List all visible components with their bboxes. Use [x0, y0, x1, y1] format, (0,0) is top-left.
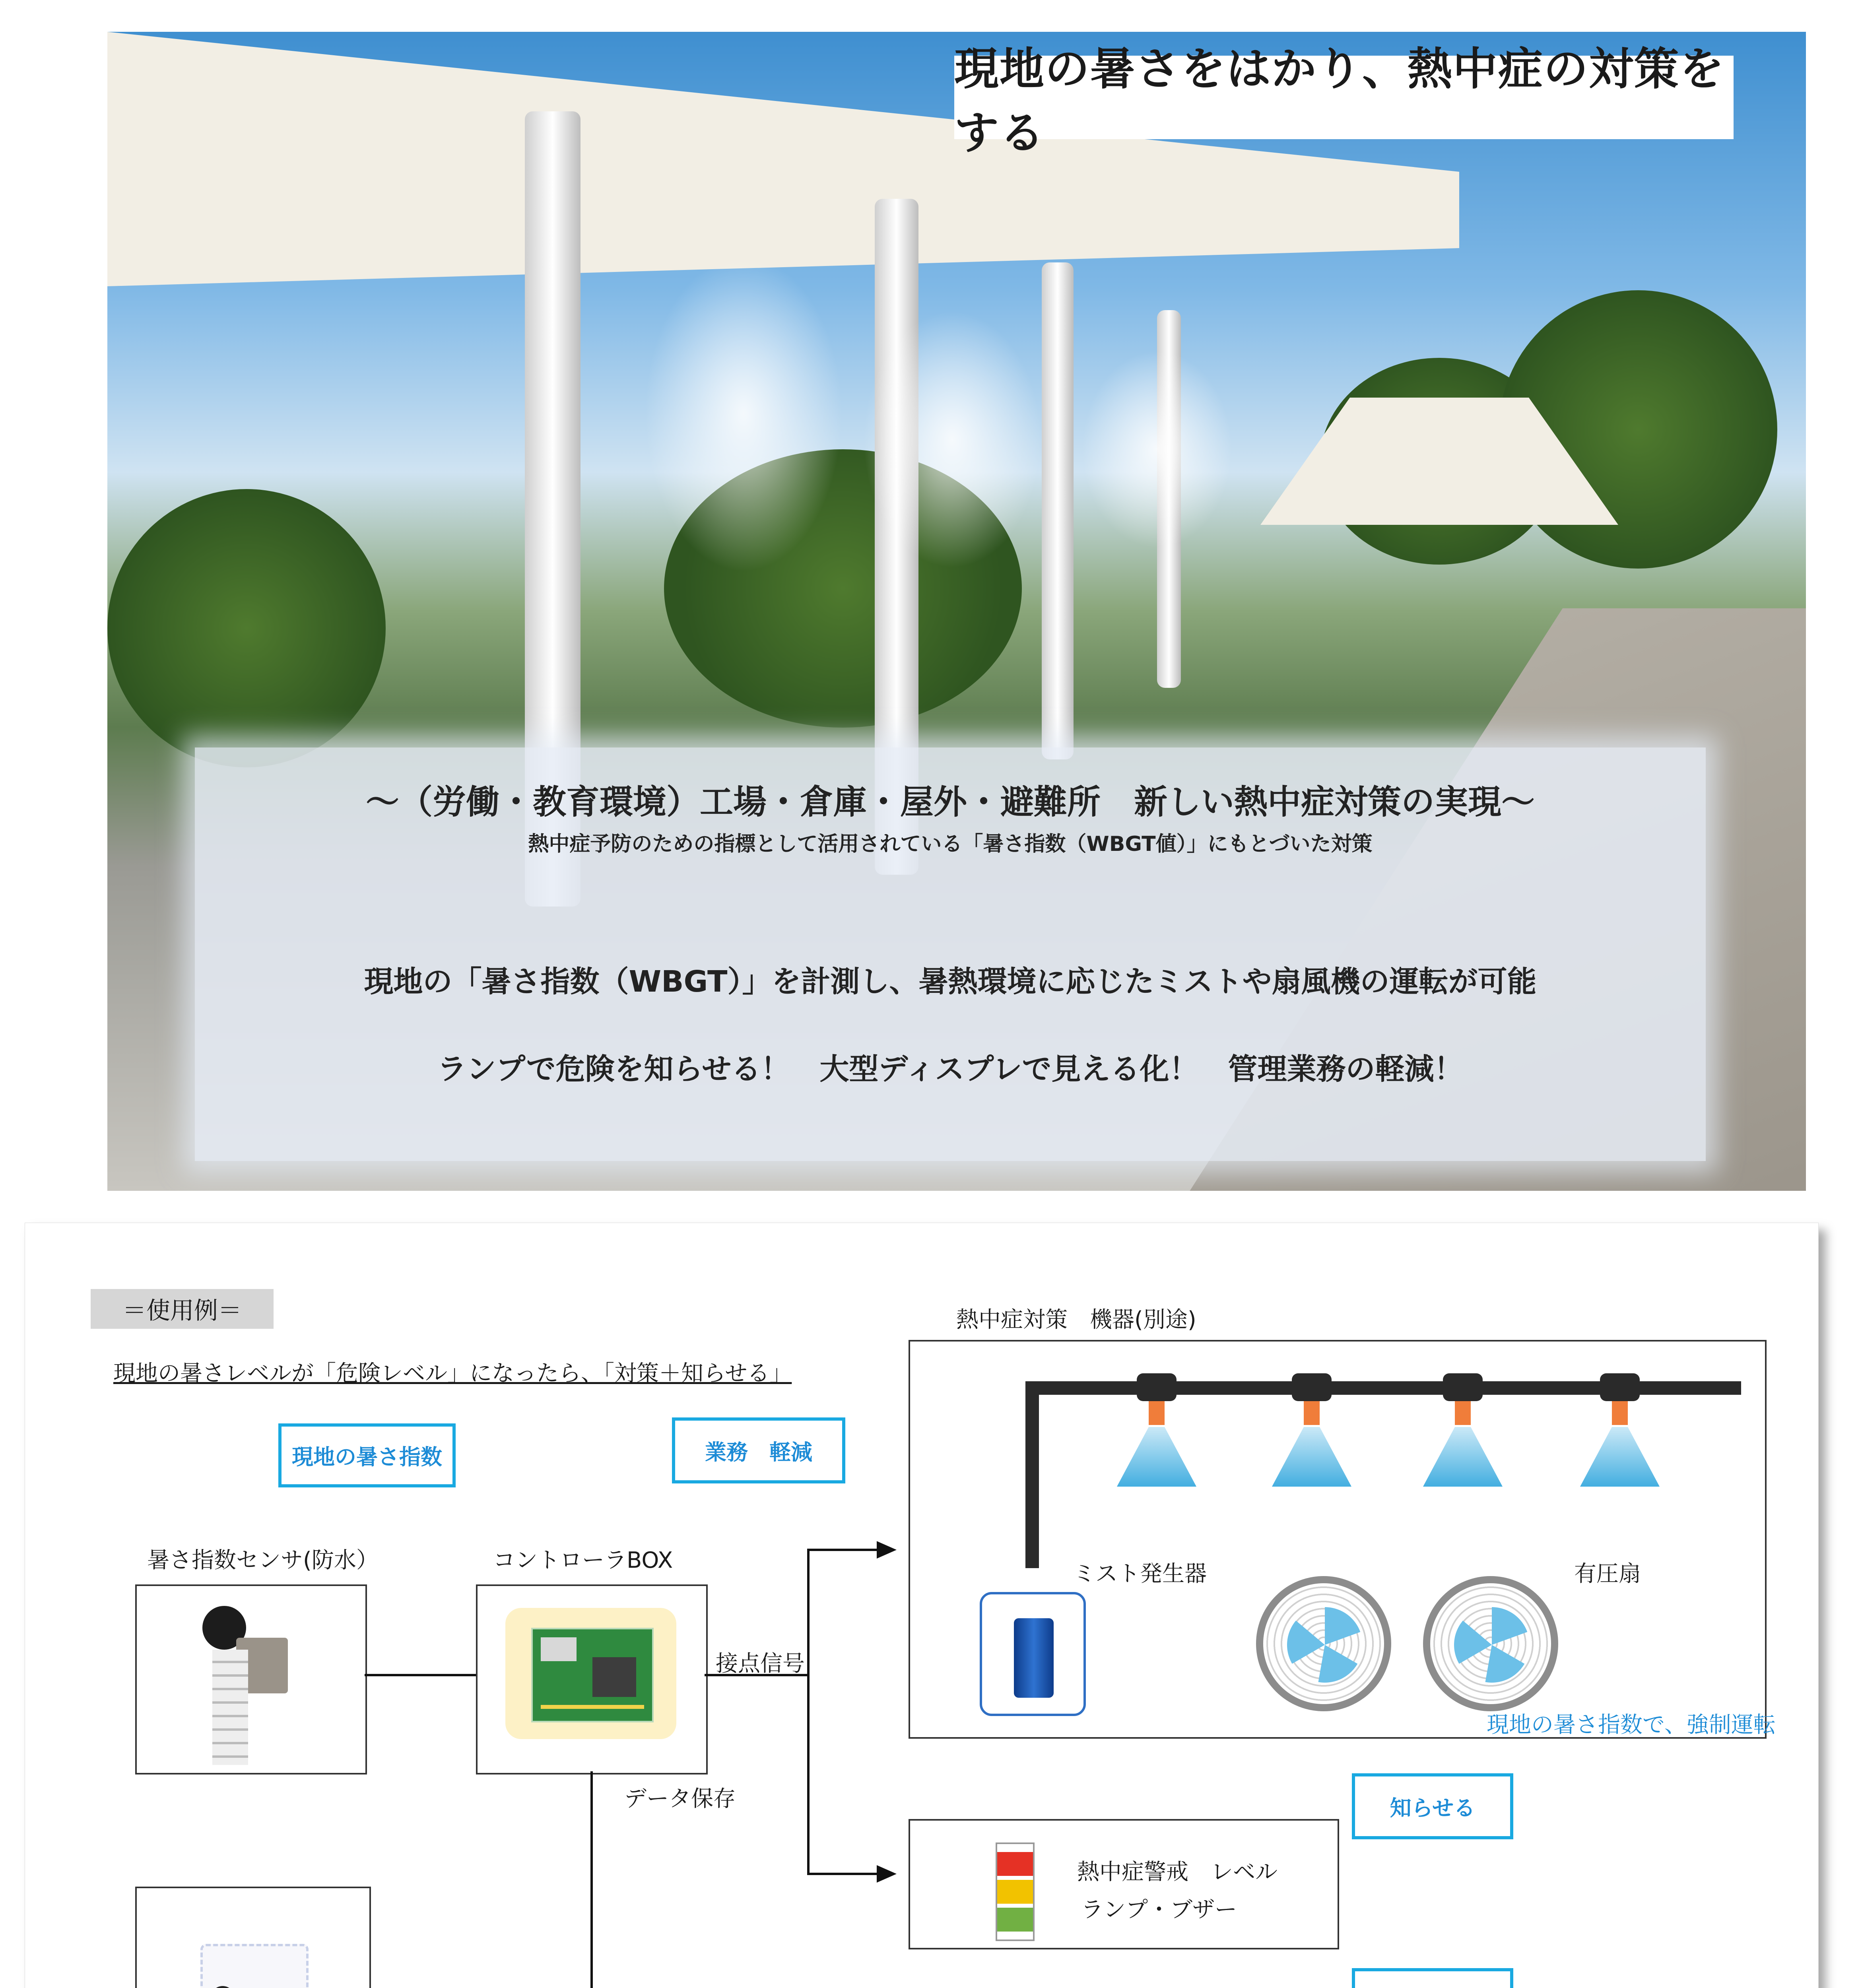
banner-line4: ランプで危険を知らせる！ 大型ディスプレで見える化！ 管理業務の軽減！ — [437, 1052, 1464, 1086]
mist-spray — [644, 254, 843, 573]
banner-headline: ～（労働・教育環境）工場・倉庫・屋外・避難所 新しい熱中症対策の実現～ — [365, 782, 1535, 821]
controller-box — [476, 1584, 708, 1774]
nozzle-icon — [1292, 1373, 1332, 1401]
connector-line — [365, 1674, 476, 1676]
callout-sensor: 現地の暑さ指数 — [278, 1423, 456, 1487]
lamp-label-2: ランプ・ブザー — [1081, 1897, 1237, 1923]
section-tag: ＝使用例＝ — [91, 1289, 274, 1329]
mist-spray-icon — [1423, 1427, 1503, 1487]
mist-pipe — [1025, 1381, 1039, 1568]
connector-line — [807, 1549, 879, 1551]
callout-workload: 業務 軽減 — [672, 1417, 845, 1483]
connector-line — [807, 1549, 810, 1875]
lamp-yellow — [997, 1880, 1033, 1904]
chip-icon — [592, 1657, 636, 1697]
signal-tower-icon — [996, 1842, 1035, 1941]
nozzle-icon — [1443, 1373, 1483, 1401]
callout-notify: 知らせる — [1352, 1773, 1513, 1839]
hero-banner — [195, 747, 1706, 1161]
data-save-label: データ保存 — [624, 1786, 736, 1812]
mist-generator-label: ミスト発生器 — [1073, 1561, 1207, 1587]
contact-signal-label: 接点信号 — [716, 1651, 805, 1677]
forced-run-note: 現地の暑さ指数で、強制運転 — [1487, 1712, 1776, 1738]
fan-blades-icon — [1454, 1607, 1530, 1683]
arrow-to-lamp — [877, 1865, 897, 1883]
nozzle-tip — [1304, 1401, 1320, 1425]
radiation-shield-icon — [212, 1650, 248, 1765]
banner-line3: 現地の「暑さ指数（WBGT）」を計測し、暑熱環境に応じたミストや扇風機の運転が可能 — [364, 965, 1537, 999]
hero-title: 現地の暑さをはかり、熱中症の対策をする — [954, 56, 1734, 139]
fan-blades-icon — [1287, 1607, 1363, 1683]
nozzle-icon — [1600, 1373, 1640, 1401]
sensor-label: 暑さ指数センサ(防水） — [147, 1547, 379, 1573]
fan-icon — [1256, 1576, 1391, 1711]
circuit-board-icon — [531, 1628, 654, 1722]
lamp-red — [997, 1852, 1033, 1876]
nozzle-tip — [1455, 1401, 1471, 1425]
nozzle-icon — [1137, 1373, 1177, 1401]
lamp-label-1: 熱中症警戒 レベル — [1077, 1859, 1278, 1885]
nozzle-tip — [1612, 1401, 1628, 1425]
intro-text: 現地の暑さレベルが「危険レベル」になったら、「対策＋知らせる」 — [113, 1361, 792, 1386]
mist-spray — [863, 310, 1042, 569]
mist-spray-icon — [1580, 1427, 1660, 1487]
mist-spray — [1081, 350, 1233, 549]
equipment-title: 熱中症対策 機器(別途) — [956, 1307, 1196, 1333]
chip-icon — [541, 1637, 577, 1661]
callout-visualize — [1352, 1968, 1513, 1988]
indoor-sensor-box — [135, 1887, 371, 1988]
hero-photo — [107, 32, 1806, 1191]
connector-line — [807, 1873, 879, 1875]
lamp-box — [909, 1819, 1339, 1949]
sensor-dot-icon — [211, 1986, 235, 1988]
equipment-box — [909, 1340, 1776, 1739]
terminal-strip — [541, 1705, 644, 1709]
fan-label: 有圧扇 — [1574, 1561, 1641, 1587]
lamp-green — [997, 1908, 1033, 1932]
nozzle-tip — [1149, 1401, 1165, 1425]
mist-spray-icon — [1117, 1427, 1196, 1487]
banner-subline: 熱中症予防のための指標として活用されている「暑さ指数（WBGT値）」にもとづいた対策 — [528, 832, 1373, 856]
tree — [107, 489, 386, 767]
fan-icon — [1423, 1576, 1558, 1711]
connector-line — [590, 1771, 593, 1988]
mist-generator-frame — [980, 1592, 1086, 1716]
pump-icon — [1014, 1618, 1054, 1698]
controller-label: コントローラBOX — [493, 1547, 673, 1573]
indoor-sensor-icon — [200, 1944, 309, 1988]
pole — [1042, 262, 1074, 759]
sensor-box — [135, 1584, 367, 1774]
arrow-to-equipment — [877, 1541, 897, 1559]
mist-spray-icon — [1272, 1427, 1351, 1487]
